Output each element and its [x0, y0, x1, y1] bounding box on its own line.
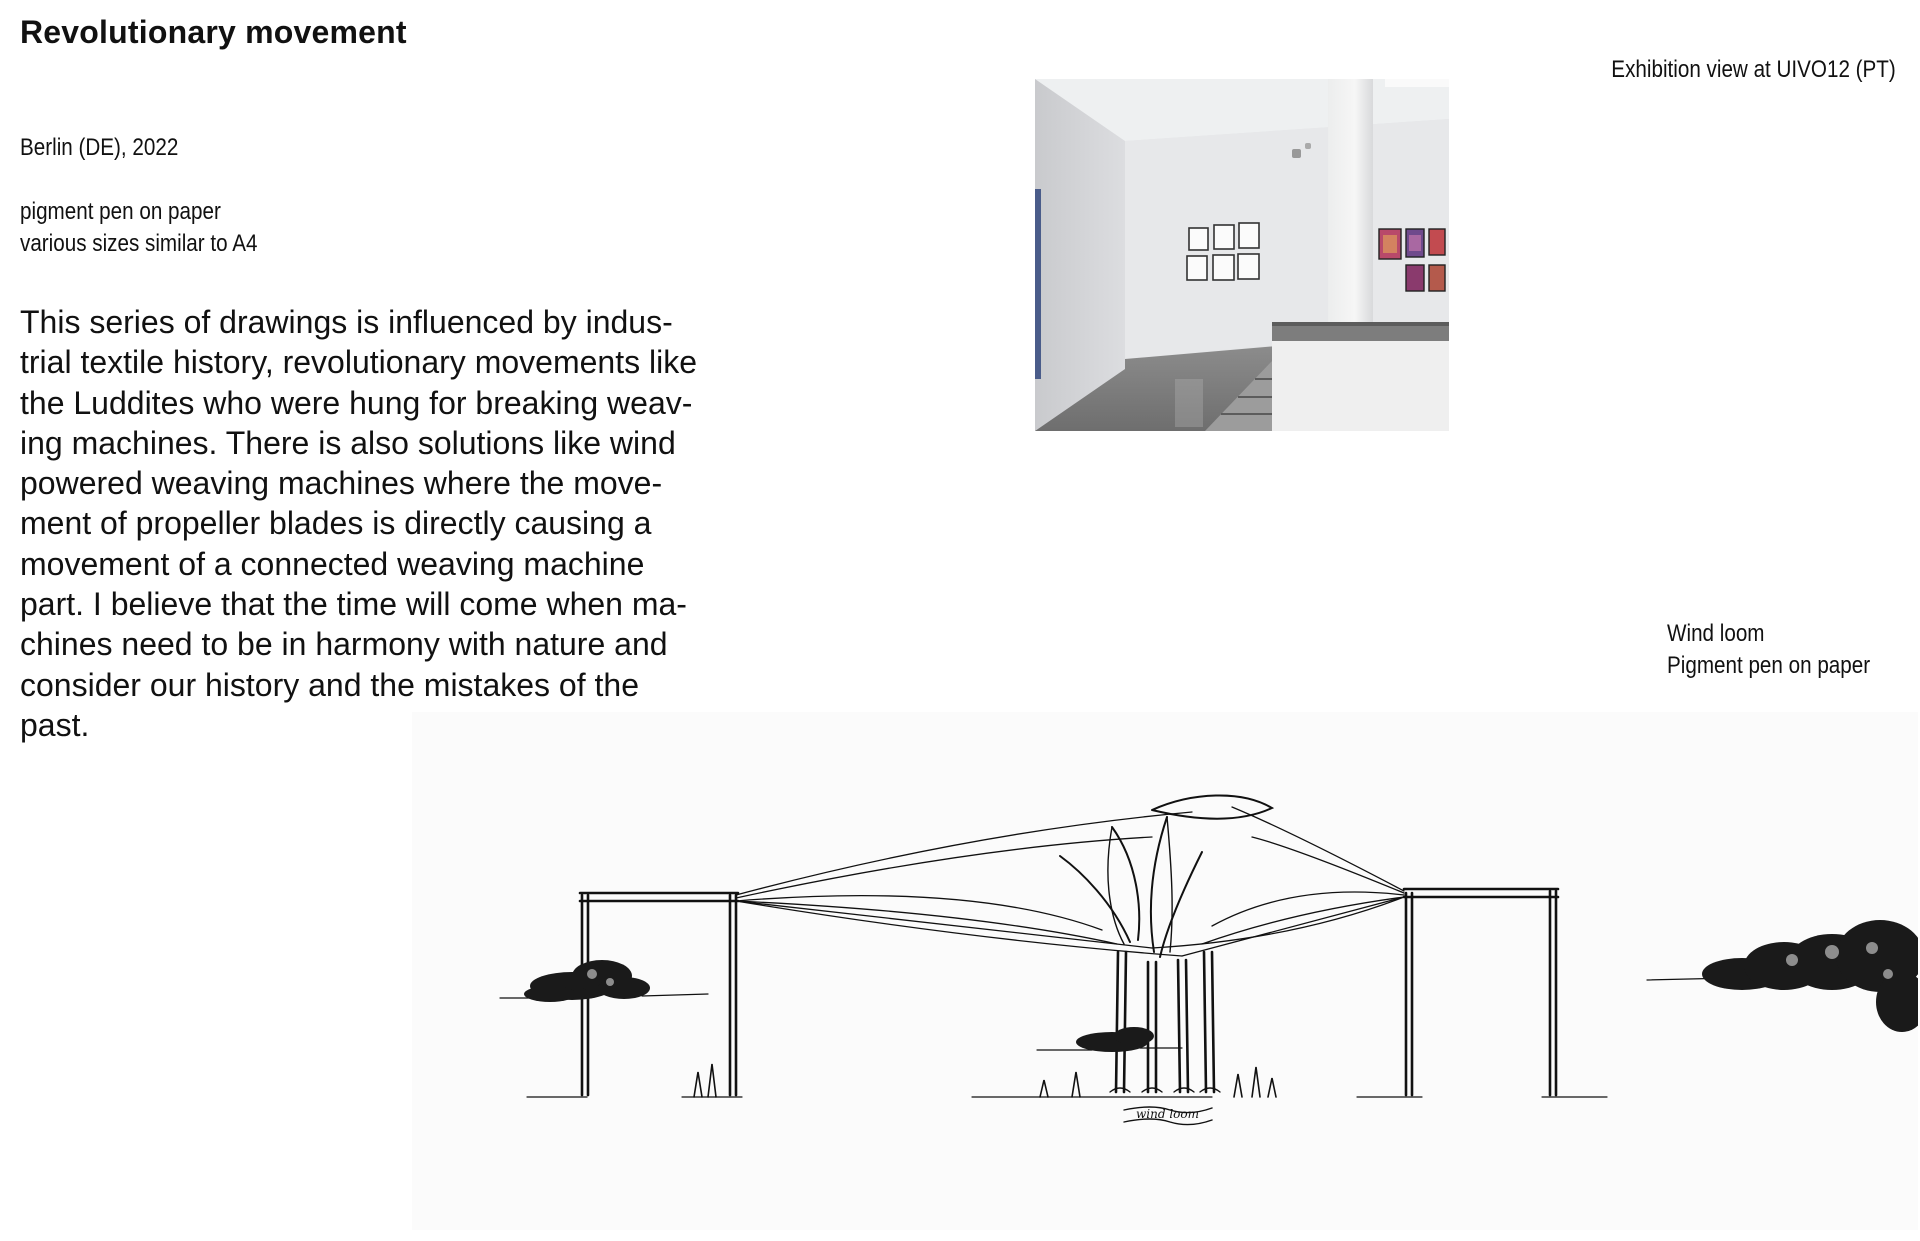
description-paragraph	[20, 302, 740, 745]
description-line: ment of propeller blades is directly causing a	[20, 505, 652, 542]
description-line: powered weaving machines where the move-	[20, 465, 663, 502]
description-line: part. I believe that the time will come when ma-	[20, 586, 687, 623]
description-line: the Luddites who were hung for breaking weav-	[20, 384, 693, 421]
description-line: trial textile history, revolutionary movements like	[20, 344, 697, 381]
drawing-caption	[1667, 618, 1870, 682]
description-line: This series of drawings is influenced by indus-	[20, 304, 673, 340]
medium-text: pigment pen on paper	[20, 198, 221, 225]
location-year: Berlin (DE), 2022	[20, 134, 179, 161]
description-line: movement of a connected weaving machine	[20, 545, 645, 582]
drawing-caption-medium: Pigment pen on paper	[1667, 652, 1871, 679]
description-line: ing machines. There is also solutions like wind	[20, 424, 676, 461]
description-line: chines need to be in harmony with nature and	[20, 626, 668, 663]
drawing-caption-title: Wind loom	[1667, 620, 1765, 647]
wind-loom-drawing	[412, 712, 1918, 1230]
description-line: consider our history and the mistakes of the	[20, 666, 639, 703]
exhibition-caption: Exhibition view at UIVO12 (PT)	[1611, 56, 1896, 83]
description-line: past.	[20, 706, 90, 743]
sizes-text: various sizes similar to A4	[20, 230, 258, 257]
exhibition-photo	[1035, 79, 1449, 431]
drawing-inscription: wind loom	[1136, 1107, 1199, 1121]
page-title: Revolutionary movement	[20, 14, 407, 50]
